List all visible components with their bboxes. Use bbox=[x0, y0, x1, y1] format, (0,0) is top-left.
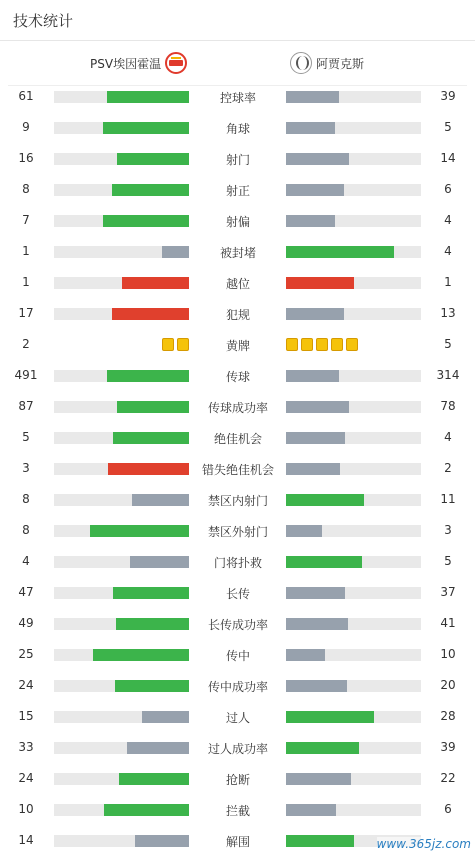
stat-label: 黄牌 bbox=[225, 339, 250, 353]
away-bar-track bbox=[286, 618, 421, 630]
home-value: 5 bbox=[22, 430, 30, 444]
home-value: 15 bbox=[18, 709, 34, 723]
home-bar-track bbox=[54, 835, 189, 847]
home-bar-track bbox=[54, 246, 189, 258]
home-value: 3 bbox=[22, 461, 30, 475]
stat-row bbox=[0, 205, 475, 236]
stat-row bbox=[0, 360, 475, 391]
home-bar-track bbox=[54, 680, 189, 692]
away-bar bbox=[286, 277, 354, 289]
home-value: 24 bbox=[18, 678, 34, 692]
stat-label: 过人成功率 bbox=[207, 742, 268, 756]
away-bar-track bbox=[286, 370, 421, 382]
away-bar-track bbox=[286, 215, 421, 227]
stat-label: 禁区内射门 bbox=[207, 494, 268, 508]
stat-label: 传球 bbox=[225, 370, 250, 384]
stat-row bbox=[0, 670, 475, 701]
away-bar-track bbox=[286, 680, 421, 692]
away-bar bbox=[286, 153, 349, 165]
page-title: 技术统计 bbox=[13, 12, 74, 30]
stat-label: 射门 bbox=[225, 153, 250, 167]
stat-label: 越位 bbox=[225, 277, 250, 291]
away-bar bbox=[286, 742, 359, 754]
away-value: 13 bbox=[440, 306, 456, 320]
away-bar-track bbox=[286, 91, 421, 103]
home-bar-track bbox=[54, 556, 189, 568]
away-value: 78 bbox=[440, 399, 456, 413]
away-value: 5 bbox=[444, 120, 452, 134]
away-value: 22 bbox=[440, 771, 456, 785]
home-bar bbox=[142, 711, 189, 723]
home-bar-track bbox=[54, 122, 189, 134]
home-bar-track bbox=[54, 711, 189, 723]
home-bar bbox=[130, 556, 189, 568]
stat-row bbox=[0, 422, 475, 453]
home-bar bbox=[107, 370, 189, 382]
away-bar bbox=[286, 773, 351, 785]
away-value: 1 bbox=[444, 275, 452, 289]
home-bar-track bbox=[54, 773, 189, 785]
stat-row bbox=[0, 732, 475, 763]
away-bar bbox=[286, 587, 345, 599]
away-value: 6 bbox=[444, 182, 452, 196]
away-value: 14 bbox=[440, 151, 456, 165]
home-value: 8 bbox=[22, 182, 30, 196]
home-bar bbox=[112, 184, 189, 196]
teams-bar bbox=[8, 41, 467, 86]
away-bar-track bbox=[286, 587, 421, 599]
stat-row bbox=[0, 267, 475, 298]
stat-label: 射正 bbox=[225, 184, 250, 198]
home-bar-track bbox=[54, 618, 189, 630]
home-value: 61 bbox=[18, 89, 34, 103]
away-bar-track bbox=[286, 525, 421, 537]
away-value: 20 bbox=[440, 678, 456, 692]
home-bar-track bbox=[54, 215, 189, 227]
home-bar-track bbox=[54, 432, 189, 444]
stats-list bbox=[0, 81, 475, 856]
stat-label: 绝佳机会 bbox=[213, 432, 262, 446]
away-value: 4 bbox=[444, 244, 452, 258]
away-bar-track bbox=[286, 773, 421, 785]
stat-row bbox=[0, 453, 475, 484]
home-bar bbox=[103, 215, 189, 227]
stat-row bbox=[0, 577, 475, 608]
home-bar-track bbox=[54, 587, 189, 599]
away-bar bbox=[286, 215, 335, 227]
away-bar-track bbox=[286, 432, 421, 444]
away-bar-track bbox=[286, 277, 421, 289]
away-value: 6 bbox=[444, 802, 452, 816]
stat-row bbox=[0, 174, 475, 205]
stat-label: 角球 bbox=[225, 122, 250, 136]
stat-label: 被封堵 bbox=[219, 246, 256, 260]
away-value: 5 bbox=[444, 554, 452, 568]
away-bar bbox=[286, 401, 349, 413]
home-value: 16 bbox=[18, 151, 34, 165]
home-value: 14 bbox=[18, 833, 34, 847]
home-value: 24 bbox=[18, 771, 34, 785]
stat-row bbox=[0, 298, 475, 329]
stat-row bbox=[0, 329, 475, 360]
home-value: 47 bbox=[18, 585, 34, 599]
away-value: 41 bbox=[440, 616, 456, 630]
home-value: 33 bbox=[18, 740, 34, 754]
away-bar-track bbox=[286, 711, 421, 723]
home-value: 25 bbox=[18, 647, 34, 661]
away-value: 2 bbox=[444, 461, 452, 475]
home-bar-track bbox=[54, 804, 189, 816]
home-bar bbox=[112, 308, 189, 320]
away-bar bbox=[286, 835, 354, 847]
stat-row bbox=[0, 81, 475, 112]
away-bar bbox=[286, 618, 348, 630]
away-value: 37 bbox=[440, 585, 456, 599]
stat-label: 禁区外射门 bbox=[207, 525, 268, 539]
home-bar-track bbox=[54, 308, 189, 320]
yellow-card-icon bbox=[346, 338, 358, 351]
stat-label: 拦截 bbox=[225, 804, 250, 818]
stat-row bbox=[0, 515, 475, 546]
away-bar bbox=[286, 494, 364, 506]
yellow-card-icon bbox=[286, 338, 298, 351]
away-bar bbox=[286, 184, 344, 196]
yellow-card-icon bbox=[177, 338, 189, 351]
home-value: 491 bbox=[14, 368, 38, 382]
home-value: 10 bbox=[18, 802, 34, 816]
watermark: www.365jz.com bbox=[376, 837, 471, 851]
away-bar bbox=[286, 556, 362, 568]
away-value: 39 bbox=[440, 89, 456, 103]
home-team[interactable] bbox=[90, 52, 187, 74]
away-bar-track bbox=[286, 556, 421, 568]
home-bar bbox=[135, 835, 189, 847]
away-bar-track bbox=[286, 494, 421, 506]
home-bar-track bbox=[54, 401, 189, 413]
psv-crest-icon bbox=[165, 52, 187, 74]
yellow-card-icon bbox=[316, 338, 328, 351]
away-bar bbox=[286, 432, 345, 444]
stat-label: 错失绝佳机会 bbox=[201, 463, 274, 477]
away-bar-track bbox=[286, 401, 421, 413]
home-bar-track bbox=[54, 153, 189, 165]
stat-row bbox=[0, 391, 475, 422]
home-bar bbox=[119, 773, 189, 785]
home-bar bbox=[108, 463, 189, 475]
home-bar-track bbox=[54, 649, 189, 661]
home-team-name: PSV埃因霍温 bbox=[90, 56, 162, 71]
home-bar-track bbox=[54, 184, 189, 196]
home-value: 9 bbox=[22, 120, 30, 134]
stat-label: 传球成功率 bbox=[207, 401, 268, 415]
home-bar bbox=[127, 742, 189, 754]
home-value: 2 bbox=[22, 337, 30, 351]
away-value: 10 bbox=[440, 647, 456, 661]
away-bar-track bbox=[286, 742, 421, 754]
away-yellow-cards bbox=[286, 338, 358, 351]
away-bar-track bbox=[286, 308, 421, 320]
away-value: 314 bbox=[436, 368, 460, 382]
home-bar bbox=[104, 804, 189, 816]
stat-label: 犯规 bbox=[225, 308, 250, 322]
stat-label: 传中 bbox=[225, 649, 250, 663]
home-bar-track bbox=[54, 463, 189, 475]
home-value: 17 bbox=[18, 306, 34, 320]
away-value: 28 bbox=[440, 709, 456, 723]
ajax-crest-icon bbox=[290, 52, 312, 74]
stat-label: 过人 bbox=[225, 711, 250, 725]
home-yellow-cards bbox=[162, 338, 189, 351]
home-bar bbox=[162, 246, 189, 258]
home-bar-track bbox=[54, 277, 189, 289]
stat-label: 抢断 bbox=[225, 773, 250, 787]
home-bar-track bbox=[54, 742, 189, 754]
home-bar-track bbox=[54, 370, 189, 382]
home-bar bbox=[132, 494, 189, 506]
home-value: 49 bbox=[18, 616, 34, 630]
home-bar bbox=[113, 587, 189, 599]
yellow-card-icon bbox=[162, 338, 174, 351]
away-bar bbox=[286, 649, 325, 661]
away-bar-track bbox=[286, 122, 421, 134]
home-bar-track bbox=[54, 494, 189, 506]
stat-row bbox=[0, 236, 475, 267]
stat-row bbox=[0, 639, 475, 670]
away-bar bbox=[286, 246, 394, 258]
home-bar bbox=[107, 91, 189, 103]
stat-label: 长传成功率 bbox=[207, 618, 268, 632]
stat-row bbox=[0, 701, 475, 732]
away-value: 3 bbox=[444, 523, 452, 537]
stat-row bbox=[0, 112, 475, 143]
away-bar bbox=[286, 370, 339, 382]
stat-row bbox=[0, 143, 475, 174]
stat-row bbox=[0, 794, 475, 825]
home-value: 87 bbox=[18, 399, 34, 413]
home-value: 1 bbox=[22, 244, 30, 258]
stat-row bbox=[0, 484, 475, 515]
stats-header bbox=[0, 0, 475, 41]
home-bar bbox=[116, 618, 189, 630]
home-value: 8 bbox=[22, 523, 30, 537]
away-bar bbox=[286, 463, 340, 475]
away-value: 5 bbox=[444, 337, 452, 351]
home-bar-track bbox=[54, 91, 189, 103]
stat-label: 门将扑救 bbox=[213, 556, 262, 570]
away-bar bbox=[286, 308, 344, 320]
home-bar bbox=[122, 277, 190, 289]
away-team-name: 阿贾克斯 bbox=[316, 56, 365, 71]
away-bar bbox=[286, 711, 374, 723]
home-bar bbox=[117, 153, 189, 165]
away-team[interactable] bbox=[290, 52, 364, 74]
home-bar bbox=[113, 432, 189, 444]
stat-row bbox=[0, 763, 475, 794]
home-value: 4 bbox=[22, 554, 30, 568]
home-bar bbox=[115, 680, 189, 692]
home-bar-track bbox=[54, 525, 189, 537]
home-bar bbox=[103, 122, 189, 134]
stat-row bbox=[0, 546, 475, 577]
home-bar bbox=[93, 649, 189, 661]
away-bar-track bbox=[286, 153, 421, 165]
stat-label: 控球率 bbox=[219, 91, 256, 105]
away-bar bbox=[286, 91, 339, 103]
away-bar bbox=[286, 525, 322, 537]
away-value: 11 bbox=[440, 492, 456, 506]
away-bar-track bbox=[286, 649, 421, 661]
away-bar-track bbox=[286, 804, 421, 816]
away-bar-track bbox=[286, 184, 421, 196]
home-bar bbox=[90, 525, 189, 537]
away-bar bbox=[286, 122, 335, 134]
home-value: 8 bbox=[22, 492, 30, 506]
stat-label: 解围 bbox=[225, 835, 250, 849]
away-bar-track bbox=[286, 246, 421, 258]
home-value: 7 bbox=[22, 213, 30, 227]
stat-row bbox=[0, 608, 475, 639]
away-value: 39 bbox=[440, 740, 456, 754]
yellow-card-icon bbox=[331, 338, 343, 351]
away-bar-track bbox=[286, 463, 421, 475]
stat-label: 传中成功率 bbox=[207, 680, 268, 694]
away-bar bbox=[286, 804, 336, 816]
home-value: 1 bbox=[22, 275, 30, 289]
home-bar bbox=[117, 401, 189, 413]
stat-label: 射偏 bbox=[225, 215, 250, 229]
away-value: 4 bbox=[444, 430, 452, 444]
away-bar bbox=[286, 680, 347, 692]
yellow-card-icon bbox=[301, 338, 313, 351]
stat-label: 长传 bbox=[225, 587, 250, 601]
away-value: 4 bbox=[444, 213, 452, 227]
